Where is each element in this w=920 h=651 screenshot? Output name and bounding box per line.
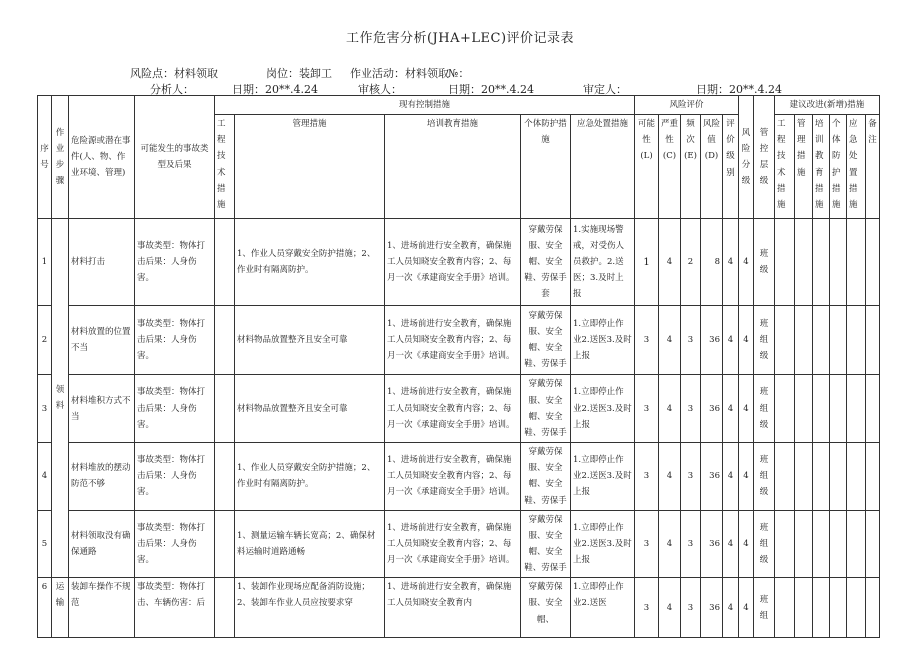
row-management: 1、作业人员穿戴安全防护措施；2、作业时有隔离防护。 bbox=[235, 219, 385, 306]
header-risk-value: 风险值(D) bbox=[701, 115, 723, 219]
row-ppe: 穿戴劳保服、安全帽、安全鞋、劳保手 bbox=[521, 306, 571, 375]
row-hazard: 材料堆积方式不当 bbox=[69, 375, 135, 443]
activity: 作业活动：材料领取 bbox=[350, 67, 449, 80]
header-s-emergency: 应急处置措施 bbox=[847, 115, 866, 219]
header-eval-level: 评价级别 bbox=[723, 115, 739, 219]
row-seq: 3 bbox=[38, 375, 52, 443]
header-training: 培训教育措施 bbox=[385, 115, 521, 219]
row-training: 1、进场前进行安全教育，确保施工人员知晓安全教育内容；2、每月一次《承建商安全手册》培训。 bbox=[385, 375, 521, 443]
table-row bbox=[38, 375, 880, 443]
row-ppe: 穿戴劳保服、安全帽、安全鞋、劳保手 bbox=[521, 510, 571, 578]
header-emergency: 应急处置措施 bbox=[571, 115, 635, 219]
row-frequency: 3 bbox=[681, 510, 701, 578]
row-control-level: 班组级 bbox=[754, 510, 775, 578]
header-s-training: 培训教育措施 bbox=[813, 115, 830, 219]
row-hazard: 装卸车操作不规范 bbox=[69, 578, 135, 638]
row-emergency: 1.实施现场警戒，对受伤人员救护。2.送医；3.及时上报 bbox=[571, 219, 635, 306]
row-control-level: 班组级 bbox=[754, 306, 775, 375]
row-risk-value: 36 bbox=[701, 578, 723, 638]
reviewer-date: 日期：20**.4.24 bbox=[448, 83, 534, 96]
row-control-level: 班级 bbox=[754, 219, 775, 306]
header-severity: 严重性(C) bbox=[659, 115, 681, 219]
row-control-level: 班组 bbox=[754, 578, 775, 638]
row-consequence: 事故类型：物体打击后果：人身伤害。 bbox=[135, 219, 215, 306]
step-transport: 运输 bbox=[52, 578, 69, 638]
row-frequency: 3 bbox=[681, 578, 701, 638]
header-risk-grade: 风险分级 bbox=[739, 96, 754, 219]
row-severity: 4 bbox=[659, 219, 681, 306]
row-likelihood: 3 bbox=[635, 443, 659, 511]
row-severity: 4 bbox=[659, 510, 681, 578]
row-training: 1、进场前进行安全教育，确保施工人员知晓安全教育内 bbox=[385, 578, 521, 638]
row-ppe: 穿戴劳保服、安全帽、安全鞋、劳保手 bbox=[521, 375, 571, 443]
row-consequence: 事故类型：物体打击后果：人身伤害。 bbox=[135, 375, 215, 443]
row-management: 材料物品放置整齐且安全可靠 bbox=[235, 306, 385, 375]
row-emergency: 1.立即停止作业2.送医3.及时上报 bbox=[571, 375, 635, 443]
row-severity: 4 bbox=[659, 443, 681, 511]
row-consequence: 事故类型：物体打击后果：人身伤害。 bbox=[135, 443, 215, 511]
row-ppe: 穿戴劳保服、安全帽、安全鞋、劳保手 bbox=[521, 443, 571, 511]
table-row bbox=[38, 578, 880, 638]
row-frequency: 3 bbox=[681, 306, 701, 375]
row-frequency: 2 bbox=[681, 219, 701, 306]
row-seq: 2 bbox=[38, 306, 52, 375]
row-eval-level: 4 bbox=[723, 443, 739, 511]
row-likelihood: 1 bbox=[635, 219, 659, 306]
header-engineering: 工程技术措施 bbox=[215, 115, 235, 219]
row-hazard: 材料堆放的摆动防范不够 bbox=[69, 443, 135, 511]
row-emergency: 1.立即停止作业2.送医 bbox=[571, 578, 635, 638]
row-eval-level: 4 bbox=[723, 578, 739, 638]
row-consequence: 事故类型：物体打击后果：人身伤害。 bbox=[135, 510, 215, 578]
row-hazard: 材料打击 bbox=[69, 219, 135, 306]
table-row bbox=[38, 510, 880, 578]
header-remark: 备注 bbox=[866, 115, 880, 219]
row-eval-level: 4 bbox=[723, 219, 739, 306]
header-management: 管理措施 bbox=[235, 115, 385, 219]
record-number: №： bbox=[448, 67, 470, 80]
analyst: 分析人： bbox=[150, 83, 194, 96]
row-ppe: 穿戴劳保服、安全帽、 bbox=[521, 578, 571, 638]
row-eval-level: 4 bbox=[723, 375, 739, 443]
row-risk-grade: 4 bbox=[739, 578, 754, 638]
row-likelihood: 3 bbox=[635, 578, 659, 638]
header-consequence: 可能发生的事故类型及后果 bbox=[135, 96, 215, 219]
row-severity: 4 bbox=[659, 578, 681, 638]
row-risk-grade: 4 bbox=[739, 510, 754, 578]
header-s-management: 管理措施 bbox=[795, 115, 813, 219]
table-row bbox=[38, 443, 880, 511]
header-risk-evaluation: 风险评价 bbox=[635, 96, 739, 115]
row-hazard: 材料领取没有确保通路 bbox=[69, 510, 135, 578]
row-emergency: 1.立即停止作业2.送医3.及时上报 bbox=[571, 443, 635, 511]
row-risk-value: 36 bbox=[701, 510, 723, 578]
row-management: 材料物品放置整齐且安全可靠 bbox=[235, 375, 385, 443]
row-training: 1、进场前进行安全教育，确保施工人员知晓安全教育内容；2、每月一次《承建商安全手册》培训。 bbox=[385, 510, 521, 578]
header-s-engineering: 工程技术措施 bbox=[775, 115, 795, 219]
row-ppe: 穿戴劳保服、安全帽、安全鞋、劳保手套 bbox=[521, 219, 571, 306]
row-eval-level: 4 bbox=[723, 510, 739, 578]
row-seq: 6 bbox=[38, 578, 52, 638]
row-eval-level: 4 bbox=[723, 306, 739, 375]
header-suggested-measures: 建议改进(新增)措施 bbox=[775, 96, 880, 115]
row-risk-grade: 4 bbox=[739, 443, 754, 511]
header-likelihood: 可能性(L) bbox=[635, 115, 659, 219]
table-row bbox=[38, 306, 880, 375]
row-consequence: 事故类型：物体打击后果：人身伤害。 bbox=[135, 306, 215, 375]
row-seq: 5 bbox=[38, 510, 52, 578]
row-training: 1、进场前进行安全教育，确保施工人员知晓安全教育内容；2、每月一次《承建商安全手册》培训。 bbox=[385, 443, 521, 511]
row-training: 1、进场前进行安全教育，确保施工人员知晓安全教育内容；2、每月一次《承建商安全手册》培训。 bbox=[385, 219, 521, 306]
row-management: 1、测量运输车辆长宽高；2、确保材料运输时道路通畅 bbox=[235, 510, 385, 578]
document-title: 工作危害分析(JHA+LEC)评价记录表 bbox=[345, 31, 575, 46]
header-seq: 序号 bbox=[38, 96, 52, 219]
header-ppe: 个体防护措施 bbox=[521, 115, 571, 219]
row-risk-grade: 4 bbox=[739, 375, 754, 443]
row-control-level: 班组级 bbox=[754, 443, 775, 511]
row-severity: 4 bbox=[659, 306, 681, 375]
risk-point: 风险点：材料领取 bbox=[130, 67, 218, 80]
row-frequency: 3 bbox=[681, 443, 701, 511]
row-likelihood: 3 bbox=[635, 306, 659, 375]
row-risk-grade: 4 bbox=[739, 219, 754, 306]
header-frequency: 频次(E) bbox=[681, 115, 701, 219]
row-seq: 4 bbox=[38, 443, 52, 511]
row-severity: 4 bbox=[659, 375, 681, 443]
table-row bbox=[38, 219, 880, 306]
row-management: 1、装卸作业现场应配备消防设施；2、装卸车作业人员应按要求穿 bbox=[235, 578, 385, 638]
row-control-level: 班组级 bbox=[754, 375, 775, 443]
header-control-level: 管控层级 bbox=[754, 96, 775, 219]
row-risk-value: 36 bbox=[701, 306, 723, 375]
row-hazard: 材料放置的位置不当 bbox=[69, 306, 135, 375]
row-seq: 1 bbox=[38, 219, 52, 306]
row-risk-value: 8 bbox=[701, 219, 723, 306]
row-risk-value: 36 bbox=[701, 443, 723, 511]
row-frequency: 3 bbox=[681, 375, 701, 443]
row-likelihood: 3 bbox=[635, 375, 659, 443]
header-step: 作业步骤 bbox=[52, 96, 69, 219]
row-risk-grade: 4 bbox=[739, 306, 754, 375]
jha-table bbox=[37, 95, 880, 638]
post: 岗位：装卸工 bbox=[266, 67, 332, 80]
header-hazard: 危险源或潜在事件(人、物、作业环境、管理) bbox=[69, 96, 135, 219]
header-s-ppe: 个体防护措施 bbox=[830, 115, 847, 219]
row-emergency: 1.立即停止作业2.送医3.及时上报 bbox=[571, 306, 635, 375]
row-training: 1、进场前进行安全教育，确保施工人员知晓安全教育内容；2、每月一次《承建商安全手册》培训。 bbox=[385, 306, 521, 375]
approver: 审定人： bbox=[583, 83, 627, 96]
analyst-date: 日期：20**.4.24 bbox=[232, 83, 318, 96]
row-management: 1、作业人员穿戴安全防护措施；2、作业时有隔离防护。 bbox=[235, 443, 385, 511]
reviewer: 审核人： bbox=[358, 83, 402, 96]
row-consequence: 事故类型：物体打击、车辆伤害：后 bbox=[135, 578, 215, 638]
row-likelihood: 3 bbox=[635, 510, 659, 578]
step-material: 领料 bbox=[52, 219, 69, 578]
header-existing-controls: 现有控制措施 bbox=[215, 96, 635, 115]
row-emergency: 1.立即停止作业2.送医3.及时上报 bbox=[571, 510, 635, 578]
approver-date: 日期：20**.4.24 bbox=[696, 83, 782, 96]
row-risk-value: 36 bbox=[701, 375, 723, 443]
